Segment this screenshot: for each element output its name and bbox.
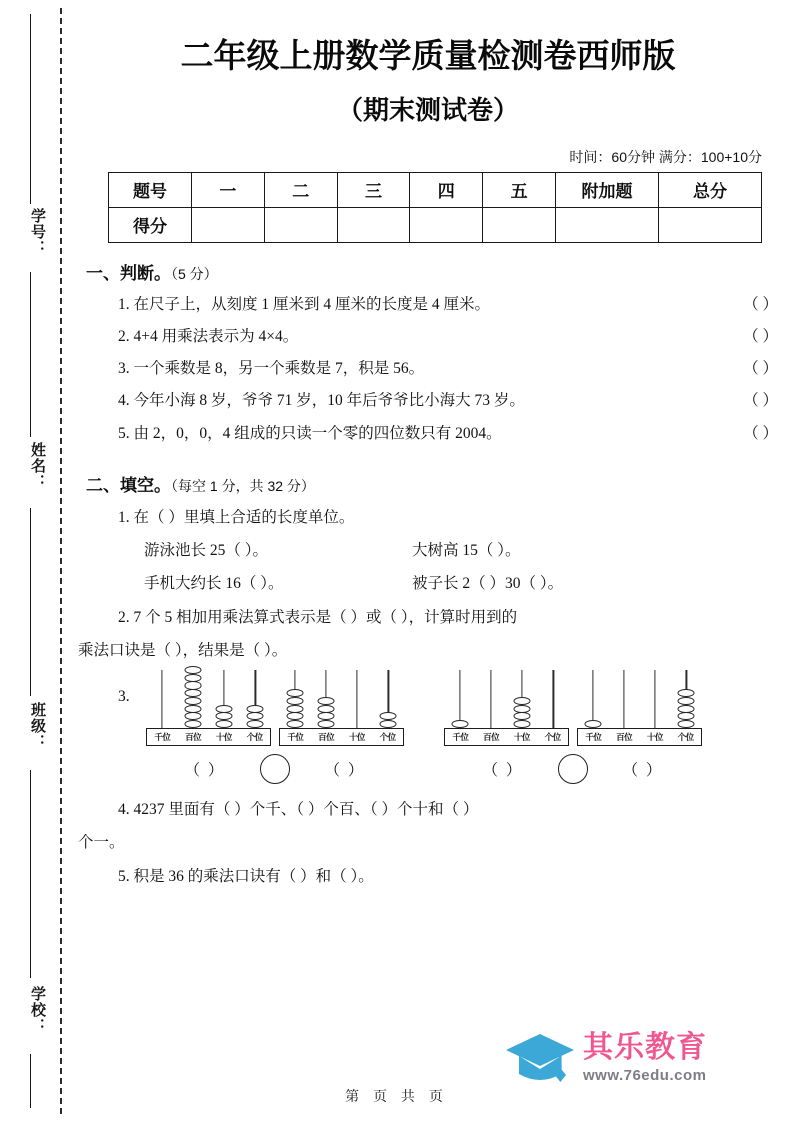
abacus-pair-2-row xyxy=(444,670,702,746)
abacus-bead xyxy=(678,705,695,713)
score-table-col-4: 四 xyxy=(410,172,483,207)
abacus-bead xyxy=(247,720,264,728)
rod-wire xyxy=(459,670,460,728)
score-table-col-2: 二 xyxy=(264,172,337,207)
judgment-item-3-text: 3. 一个乘数是 8，另一个乘数是 7，积是 56。 xyxy=(118,360,425,378)
place-label-tens: 十位 xyxy=(348,732,365,743)
abacus-1-beads-ones xyxy=(247,705,264,728)
margin-rule-3 xyxy=(30,508,31,696)
section-number-2: 二、 xyxy=(86,475,120,495)
page-title: 二年级上册数学质量检测卷西师版 xyxy=(180,37,676,74)
abacus-2 xyxy=(279,670,404,746)
fill-item-1-row-2 xyxy=(78,572,778,595)
place-label-ones: 个位 xyxy=(246,732,263,743)
table-row-question-numbers xyxy=(109,172,762,207)
abacus-4-rods xyxy=(577,670,702,728)
abacus-bead xyxy=(184,720,201,728)
judgment-item-2-text: 2. 4+4 用乘法表示为 4×4。 xyxy=(118,327,299,345)
abacus-bead xyxy=(380,720,397,728)
judgment-item-5-answer-blank[interactable]: （ ） xyxy=(743,424,778,442)
fill-item-1-row-1-left[interactable]: 游泳池长 25（ ）。 xyxy=(144,542,269,560)
abacus-pair-1-answer-row xyxy=(146,754,404,784)
abacus-pair-1 xyxy=(146,670,404,784)
place-label-hundreds: 百位 xyxy=(616,732,633,743)
score-table-col-total: 总分 xyxy=(659,172,762,207)
fill-item-3-number: 3. xyxy=(118,688,130,706)
section-number-1: 一、 xyxy=(86,263,120,283)
score-table-col-5: 五 xyxy=(483,172,556,207)
judgment-item-5-text: 5. 由 2，0，0，4 组成的只读一个零的四位数只有 2004。 xyxy=(118,424,502,442)
abacus-bead xyxy=(286,705,303,713)
abacus-pair-2-compare-circle[interactable] xyxy=(558,754,588,784)
judgment-item-4 xyxy=(78,389,778,412)
abacus-1-rods xyxy=(146,670,271,728)
score-table-container xyxy=(78,172,778,243)
abacus-1 xyxy=(146,670,271,746)
abacus-3-place-bar xyxy=(444,728,569,746)
logo-website-url: www.76edu.com xyxy=(583,1067,707,1084)
place-label-tens: 十位 xyxy=(646,732,663,743)
abacus-4-place-bar xyxy=(577,728,702,746)
place-label-ones: 个位 xyxy=(544,732,561,743)
fill-item-2-line-1[interactable]: 2. 7 个 5 相加用乘法算式表示是（ ）或（ ），计算时用到的 xyxy=(118,608,518,626)
judgment-item-3-answer-blank[interactable]: （ ） xyxy=(743,360,778,378)
abacus-pair-1-compare-circle[interactable] xyxy=(260,754,290,784)
judgment-item-1-text: 1. 在尺子上，从刻度 1 厘米到 4 厘米的长度是 4 厘米。 xyxy=(118,295,491,313)
abacus-pair-2 xyxy=(444,670,702,784)
place-label-hundreds: 百位 xyxy=(483,732,500,743)
place-label-ones: 个位 xyxy=(379,732,396,743)
exam-meta-info: 时间：60分钟 满分：100+10分 xyxy=(569,148,762,165)
score-table-col-bonus: 附加题 xyxy=(556,172,659,207)
score-table-col-3: 三 xyxy=(337,172,410,207)
abacus-3-rod-thousands xyxy=(444,670,475,728)
place-label-tens: 十位 xyxy=(513,732,530,743)
fill-item-5[interactable]: 5. 积是 36 的乘法口诀有（ ）和（ ）。 xyxy=(118,867,374,885)
abacus-1-rod-tens xyxy=(209,670,240,728)
place-label-ones: 个位 xyxy=(677,732,694,743)
abacus-1-beads-hundreds xyxy=(184,667,201,729)
abacus-bead xyxy=(317,712,334,720)
abacus-3 xyxy=(444,670,569,746)
rod-wire xyxy=(623,670,624,728)
abacus-1-place-bar xyxy=(146,728,271,746)
fill-item-1-row-2-left[interactable]: 手机大约长 16（ ）。 xyxy=(144,575,284,593)
fill-item-1-row-1-right[interactable]: 大树高 15（ ）。 xyxy=(412,542,521,560)
fill-item-1-row-1 xyxy=(78,539,778,562)
abacus-4-beads-thousands xyxy=(584,720,601,728)
abacus-4-rod-thousands xyxy=(577,670,608,728)
abacus-bead xyxy=(184,681,201,689)
section-points-1: （5 分） xyxy=(171,265,218,282)
rod-wire xyxy=(357,670,358,728)
score-cell-bonus[interactable] xyxy=(556,207,659,242)
margin-rule-4 xyxy=(30,770,31,978)
abacus-bead xyxy=(216,720,233,728)
rod-wire xyxy=(592,670,593,728)
fill-item-3-abacus-block xyxy=(78,670,778,784)
watermark-logo xyxy=(505,1028,707,1088)
judgment-item-2 xyxy=(78,325,778,348)
abacus-bead xyxy=(184,705,201,713)
abacus-3-rod-ones xyxy=(538,670,569,728)
abacus-1-rod-thousands xyxy=(146,670,177,728)
page-footer: 第 页 共 页 xyxy=(345,1088,448,1104)
cut-dashed-line xyxy=(60,8,62,1114)
score-cell-3[interactable] xyxy=(337,207,410,242)
abacus-2-rod-hundreds xyxy=(310,670,341,728)
rod-wire xyxy=(655,670,656,728)
abacus-4-beads-ones xyxy=(678,690,695,728)
score-cell-1[interactable] xyxy=(192,207,265,242)
score-table xyxy=(108,172,762,243)
abacus-2-place-bar xyxy=(279,728,404,746)
rod-wire xyxy=(161,670,162,728)
logo-text-group xyxy=(583,1033,707,1083)
fill-item-1-stem: 1. 在（ ）里填上合适的长度单位。 xyxy=(118,508,355,526)
abacus-3-beads-tens xyxy=(514,697,531,728)
abacus-pair-2-blank-right[interactable]: （ ） xyxy=(622,762,664,780)
abacus-1-beads-tens xyxy=(216,705,233,728)
abacus-2-rod-ones xyxy=(373,670,404,728)
abacus-bead xyxy=(678,720,695,728)
abacus-4 xyxy=(577,670,702,746)
abacus-2-rods xyxy=(279,670,404,728)
score-cell-4[interactable] xyxy=(410,207,483,242)
margin-rule-1 xyxy=(30,14,31,204)
table-row-scores xyxy=(109,207,762,242)
abacus-2-rod-tens xyxy=(342,670,373,728)
judgment-item-5 xyxy=(78,422,778,445)
place-label-hundreds: 百位 xyxy=(318,732,335,743)
section-header-fill-blank xyxy=(86,471,778,496)
score-cell-5[interactable] xyxy=(483,207,556,242)
abacus-3-rod-tens xyxy=(507,670,538,728)
judgment-item-3 xyxy=(78,357,778,380)
section-title-2: 填空。 xyxy=(120,475,171,495)
score-cell-total[interactable] xyxy=(659,207,762,242)
section-title-1: 判断。 xyxy=(120,263,171,283)
margin-label-student-id: 学号： xyxy=(29,208,46,256)
place-label-thousands: 千位 xyxy=(452,732,469,743)
abacus-pair-2-blank-left[interactable]: （ ） xyxy=(482,762,524,780)
graduation-cap-icon xyxy=(505,1028,575,1088)
abacus-2-beads-thousands xyxy=(286,690,303,728)
abacus-pair-2-answer-row xyxy=(444,754,702,784)
margin-label-class: 班级： xyxy=(29,702,46,750)
abacus-4-rod-ones xyxy=(671,670,702,728)
abacus-bead xyxy=(584,720,601,728)
abacus-bead xyxy=(514,712,531,720)
judgment-item-4-answer-blank[interactable]: （ ） xyxy=(743,392,778,410)
score-table-row-label-question: 题号 xyxy=(109,172,192,207)
score-table-row-label-score: 得分 xyxy=(109,207,192,242)
place-label-hundreds: 百位 xyxy=(185,732,202,743)
judgment-item-1-answer-blank[interactable]: （ ） xyxy=(743,295,778,313)
logo-brand-name: 其乐教育 xyxy=(583,1031,707,1064)
abacus-bead xyxy=(451,720,468,728)
abacus-pair-1-blank-left[interactable]: （ ） xyxy=(184,762,226,780)
abacus-bead xyxy=(514,720,531,728)
fill-item-2-line-2[interactable]: 乘法口诀是（ ），结果是（ ）。 xyxy=(78,641,288,659)
abacus-4-rod-tens xyxy=(640,670,671,728)
score-cell-2[interactable] xyxy=(264,207,337,242)
rod-wire xyxy=(553,670,554,728)
section-points-2: （每空 1 分，共 32 分） xyxy=(171,477,315,494)
abacus-2-beads-ones xyxy=(380,713,397,728)
place-label-tens: 十位 xyxy=(215,732,232,743)
judgment-item-1 xyxy=(78,293,778,316)
margin-rule-2 xyxy=(30,272,31,437)
section-header-judgment xyxy=(86,259,778,284)
margin-label-school: 学校： xyxy=(29,986,46,1034)
abacus-3-rods xyxy=(444,670,569,728)
fill-item-1-row-2-right[interactable]: 被子长 2（ ）30（ ）。 xyxy=(412,575,564,593)
page-content-column xyxy=(78,0,778,1122)
score-table-col-1: 一 xyxy=(192,172,265,207)
judgment-item-4-text: 4. 今年小海 8 岁，爷爷 71 岁，10 年后爷爷比小海大 73 岁。 xyxy=(118,392,525,410)
margin-label-name: 姓名： xyxy=(29,442,46,490)
judgment-item-2-answer-blank[interactable]: （ ） xyxy=(743,327,778,345)
fill-item-4-line-2: 个一。 xyxy=(78,834,125,852)
place-label-thousands: 千位 xyxy=(585,732,602,743)
abacus-2-beads-hundreds xyxy=(317,697,334,728)
fill-item-4-line-1[interactable]: 4. 4237 里面有（ ）个千、（ ）个百、（ ）个十和（ ） xyxy=(118,801,479,819)
abacus-pair-1-blank-right[interactable]: （ ） xyxy=(324,762,366,780)
abacus-1-rod-ones xyxy=(240,670,271,728)
abacus-bead xyxy=(286,720,303,728)
abacus-2-rod-thousands xyxy=(279,670,310,728)
place-label-thousands: 千位 xyxy=(154,732,171,743)
abacus-3-rod-hundreds xyxy=(475,670,506,728)
rod-wire xyxy=(490,670,491,728)
abacus-pairs-container xyxy=(118,670,778,784)
place-label-thousands: 千位 xyxy=(287,732,304,743)
abacus-3-beads-thousands xyxy=(451,720,468,728)
abacus-pair-1-row xyxy=(146,670,404,746)
abacus-4-rod-hundreds xyxy=(608,670,639,728)
page-subtitle: （期末测试卷） xyxy=(336,94,519,125)
abacus-bead xyxy=(317,720,334,728)
abacus-1-rod-hundreds xyxy=(177,670,208,728)
